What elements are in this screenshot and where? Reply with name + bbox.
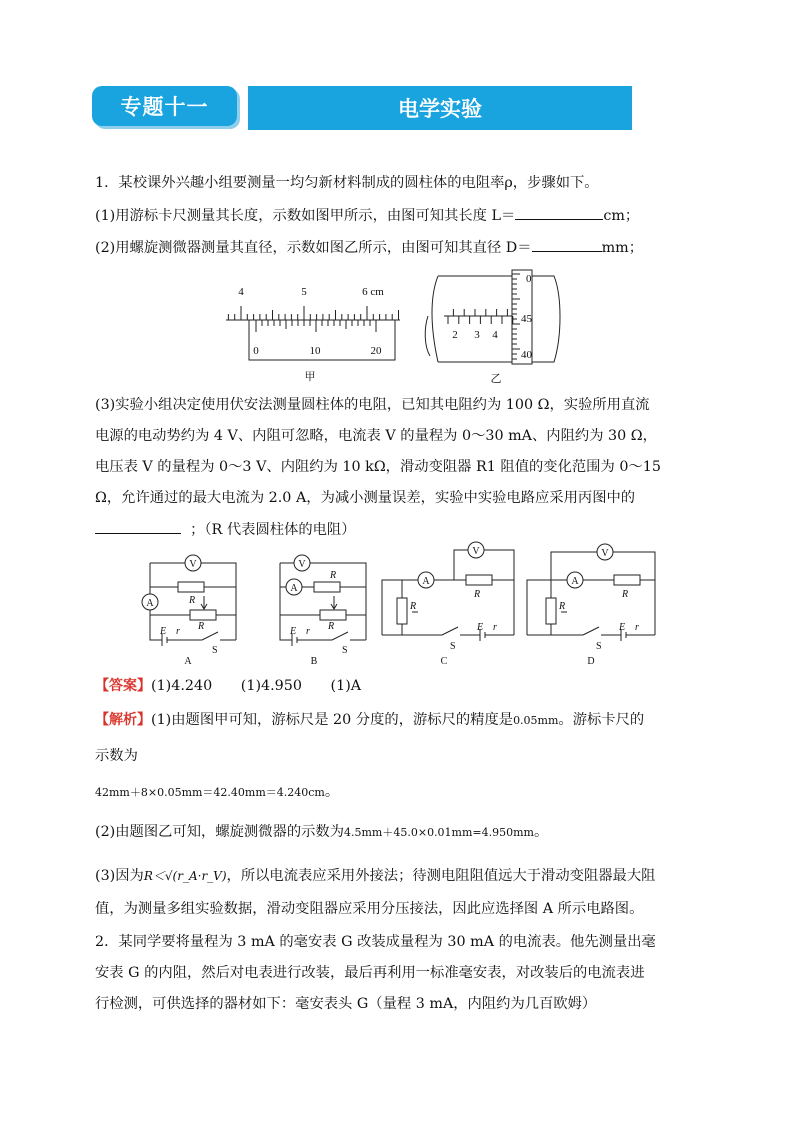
voltmeter-label: V <box>298 559 306 570</box>
rheostat-label: R <box>410 601 417 612</box>
answer-tag: 【答案】 <box>95 678 151 694</box>
resistor-label: R <box>474 589 481 600</box>
analysis-line6: 值，为测量多组实验数据，滑动变阻器应采用分压接法，因此应选择图 A 所示电路图。 <box>95 901 644 917</box>
circuit-label-b: B <box>310 656 318 667</box>
emf-label: E <box>619 622 626 633</box>
formula-micrometer-reading: 4.5mm＋45.0×0.01mm=4.950mm <box>344 826 534 839</box>
voltmeter-label: V <box>601 548 609 559</box>
q1-part1-text: (1)用游标卡尺测量其长度，示数如图甲所示，由图可知其长度 L＝ <box>95 208 516 224</box>
analysis-text: 。游标卡尺的 <box>558 712 645 728</box>
analysis-line4 <box>95 822 705 843</box>
analysis-text: 。 <box>324 784 340 800</box>
caliper-main-label: 6 cm <box>362 286 384 298</box>
internal-resistance-label: r <box>493 622 497 633</box>
analysis-line3 <box>95 782 705 803</box>
micrometer-figure <box>424 266 574 388</box>
q1-part2 <box>95 237 705 258</box>
resistor-label: R <box>330 570 337 581</box>
emf-label: E <box>477 622 484 633</box>
caliper-vernier-label: 20 <box>370 345 382 357</box>
emf-label: E <box>160 626 167 637</box>
topic-title: 电学实验 <box>248 86 632 130</box>
q1-part1-blank[interactable] <box>515 205 603 220</box>
micrometer-thimble-label: 40 <box>521 349 532 361</box>
ammeter-label: A <box>146 598 154 609</box>
formula-precision: 0.05mm <box>513 714 559 727</box>
voltmeter-label: V <box>189 559 197 570</box>
rheostat-label: R <box>198 621 205 632</box>
analysis-text: ，所以电流表应采用外接法；待测电阻阻值远大于滑动变阻器最大阻 <box>226 868 656 884</box>
analysis-line2: 示数为 <box>95 748 138 764</box>
analysis-tag: 【解析】 <box>95 712 151 728</box>
figure-caption-yi: 乙 <box>490 373 502 385</box>
internal-resistance-label: r <box>635 622 639 633</box>
q1-part3-line1: (3)实验小组决定使用伏安法测量圆柱体的电阻，已知其电阻约为 100 Ω，实验所用直流 <box>95 397 650 413</box>
q2-line1: 2．某同学要将量程为 3 mA 的毫安表 G 改装成量程为 30 mA 的电流表。他先测量出毫 <box>95 934 656 950</box>
rheostat-label: R <box>328 621 335 632</box>
emf-label: E <box>290 626 297 637</box>
analysis-text: (2)由题图乙可知，螺旋测微器的示数为 <box>95 824 344 840</box>
voltmeter-label: V <box>472 546 480 557</box>
formula-resistance-condition: R＜√(r_A·r_V) <box>143 869 227 883</box>
q1-part3-line4: Ω，允许通过的最大电流为 2.0 A，为减小测量误差，实验中实验电路应采用丙图中的 <box>95 490 636 506</box>
resistor-label: R <box>622 589 629 600</box>
q2-line2: 安表 G 的内阻，然后对电表进行改装，最后再利用一标准毫安表，对改装后的电流表进 <box>95 965 645 981</box>
switch-label: S <box>212 645 218 656</box>
analysis-text: (1)由题图甲可知，游标尺是 20 分度的，游标尺的精度是 <box>151 712 514 728</box>
topic-badge: 专题十一 <box>92 86 237 126</box>
analysis-text: (3)因为 <box>95 868 144 884</box>
circuit-label-c: C <box>440 656 448 667</box>
switch-label: S <box>450 641 456 652</box>
q1-part3-line2: 电源的电动势约为 4 V、内阻可忽略，电流表 V 的量程为 0～30 mA、内阻约为 30 Ω， <box>95 428 657 444</box>
answer-text: (1)4.240 (1)4.950 (1)A <box>151 678 362 694</box>
ammeter-label: A <box>571 576 579 587</box>
q2-line3: 行检测，可供选择的器材如下：毫安表头 G（量程 3 mA，内阻约为几百欧姆） <box>95 996 597 1012</box>
formula-caliper-reading: 42mm＋8×0.05mm＝42.40mm＝4.240cm <box>95 786 325 799</box>
analysis-text: 。 <box>534 824 549 840</box>
answer-line <box>95 676 705 696</box>
micrometer-thimble-label: 45 <box>521 313 532 325</box>
caliper-vernier-label: 10 <box>309 345 321 357</box>
micrometer-sleeve-label: 3 <box>474 329 480 341</box>
analysis-line5 <box>95 866 705 886</box>
micrometer-thimble-label: 0 <box>526 273 532 285</box>
q1-part1 <box>95 205 705 226</box>
figure-caption-jia: 甲 <box>304 371 316 383</box>
circuit-diagrams <box>132 540 672 670</box>
internal-resistance-label: r <box>306 626 310 637</box>
q1-part2-text: (2)用螺旋测微器测量其直径，示数如图乙所示，由图可知其直径 D＝ <box>95 240 532 256</box>
ammeter-label: A <box>290 583 298 594</box>
internal-resistance-label: r <box>176 626 180 637</box>
resistor-label: R <box>189 595 196 606</box>
q1-part3-line5 <box>95 519 705 540</box>
caliper-vernier-label: 0 <box>253 345 259 357</box>
q1-part1-unit: cm； <box>603 208 640 224</box>
micrometer-sleeve-label: 2 <box>452 329 458 341</box>
q1-part3-blank[interactable] <box>95 519 181 534</box>
q1-part2-blank[interactable] <box>532 237 602 252</box>
caliper-main-label: 4 <box>238 286 244 298</box>
q1-part3-tail: ；（R 代表圆柱体的电阻） <box>190 522 356 538</box>
ammeter-label: A <box>422 576 430 587</box>
analysis-line1 <box>95 710 705 731</box>
rheostat-label: R <box>559 601 566 612</box>
q1-part2-unit: mm； <box>601 240 643 256</box>
circuit-label-a: A <box>184 656 192 667</box>
circuit-label-d: D <box>587 656 595 667</box>
caliper-main-label: 5 <box>301 286 307 298</box>
switch-label: S <box>596 641 602 652</box>
q1-part3-line3: 电压表 V 的量程为 0～3 V、内阻约为 10 kΩ，滑动变阻器 R1 阻值的变化范围为 0～15 <box>95 459 661 475</box>
switch-label: S <box>342 645 348 656</box>
q1-intro: 1．某校课外兴趣小组要测量一均匀新材料制成的圆柱体的电阻率ρ，步骤如下。 <box>95 175 599 191</box>
vernier-caliper-figure <box>222 280 404 388</box>
micrometer-sleeve-label: 4 <box>492 329 498 341</box>
